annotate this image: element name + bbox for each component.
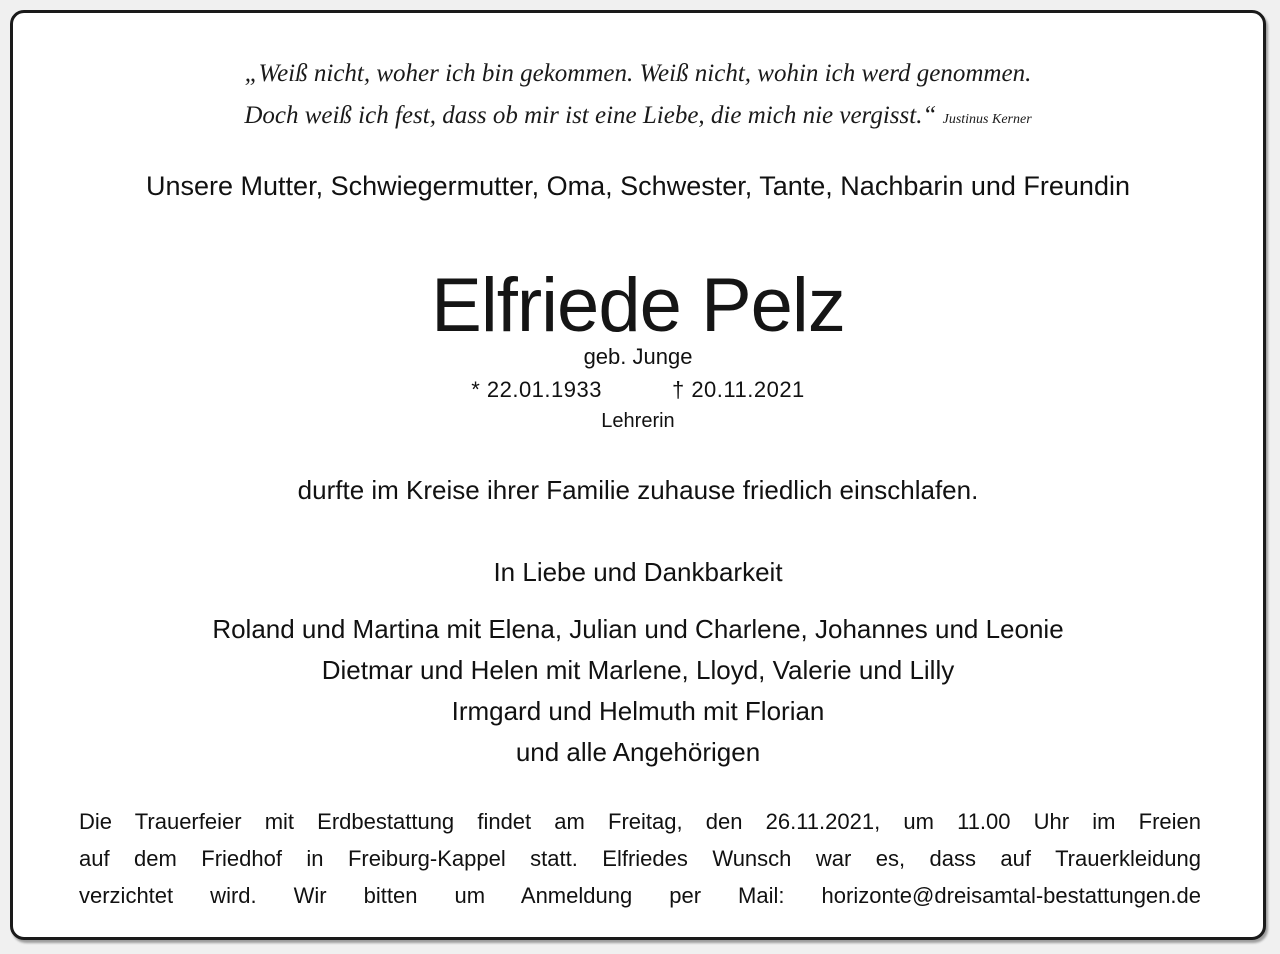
closing-phrase: In Liebe und Dankbarkeit bbox=[493, 557, 783, 587]
birth-date: * 22.01.1933 bbox=[471, 377, 602, 402]
life-dates bbox=[13, 377, 1263, 403]
quote-author: Justinus Kerner bbox=[942, 112, 1032, 127]
quote-line-2-text: Doch weiß ich fest, dass ob mir ist eine Liebe, die mich nie vergisst.“ bbox=[244, 102, 937, 129]
birth-name: geb. Junge bbox=[583, 344, 693, 369]
family-line: Dietmar und Helen mit Marlene, Lloyd, Valerie und Lilly bbox=[321, 655, 955, 685]
family-line: und alle Angehörigen bbox=[515, 737, 761, 767]
intro-relations: Unsere Mutter, Schwiegermutter, Oma, Schwester, Tante, Nachbarin und Freundin bbox=[146, 171, 1130, 201]
funeral-notice-line: auf dem Friedhof in Freiburg-Kappel statt. Elfriedes Wunsch war es, dass auf Trauerkleidung bbox=[79, 846, 1201, 871]
family-list bbox=[13, 609, 1263, 773]
quote-line-2 bbox=[13, 95, 1263, 140]
quote-line-1: „Weiß nicht, woher ich bin gekommen. Weiß nicht, wohin ich werd genommen. bbox=[244, 60, 1032, 87]
passing-phrase: durfte im Kreise ihrer Familie zuhause friedlich einschlafen. bbox=[297, 475, 979, 505]
deceased-name: Elfriede Pelz bbox=[431, 263, 845, 348]
family-line: Roland und Martina mit Elena, Julian und Charlene, Johannes und Leonie bbox=[212, 614, 1064, 644]
family-line: Irmgard und Helmuth mit Florian bbox=[451, 696, 825, 726]
death-date: † 20.11.2021 bbox=[671, 377, 805, 402]
funeral-notice-line: verzichtet wird. Wir bitten um Anmeldung per Mail: horizonte@dreisamtal-bestattungen.de bbox=[79, 883, 1201, 908]
occupation: Lehrerin bbox=[601, 410, 675, 432]
obituary-card bbox=[10, 10, 1266, 940]
funeral-notice bbox=[79, 803, 1201, 914]
funeral-notice-line: Die Trauerfeier mit Erdbestattung findet am Freitag, den 26.11.2021, um 11.00 Uhr im Freien bbox=[79, 809, 1201, 834]
